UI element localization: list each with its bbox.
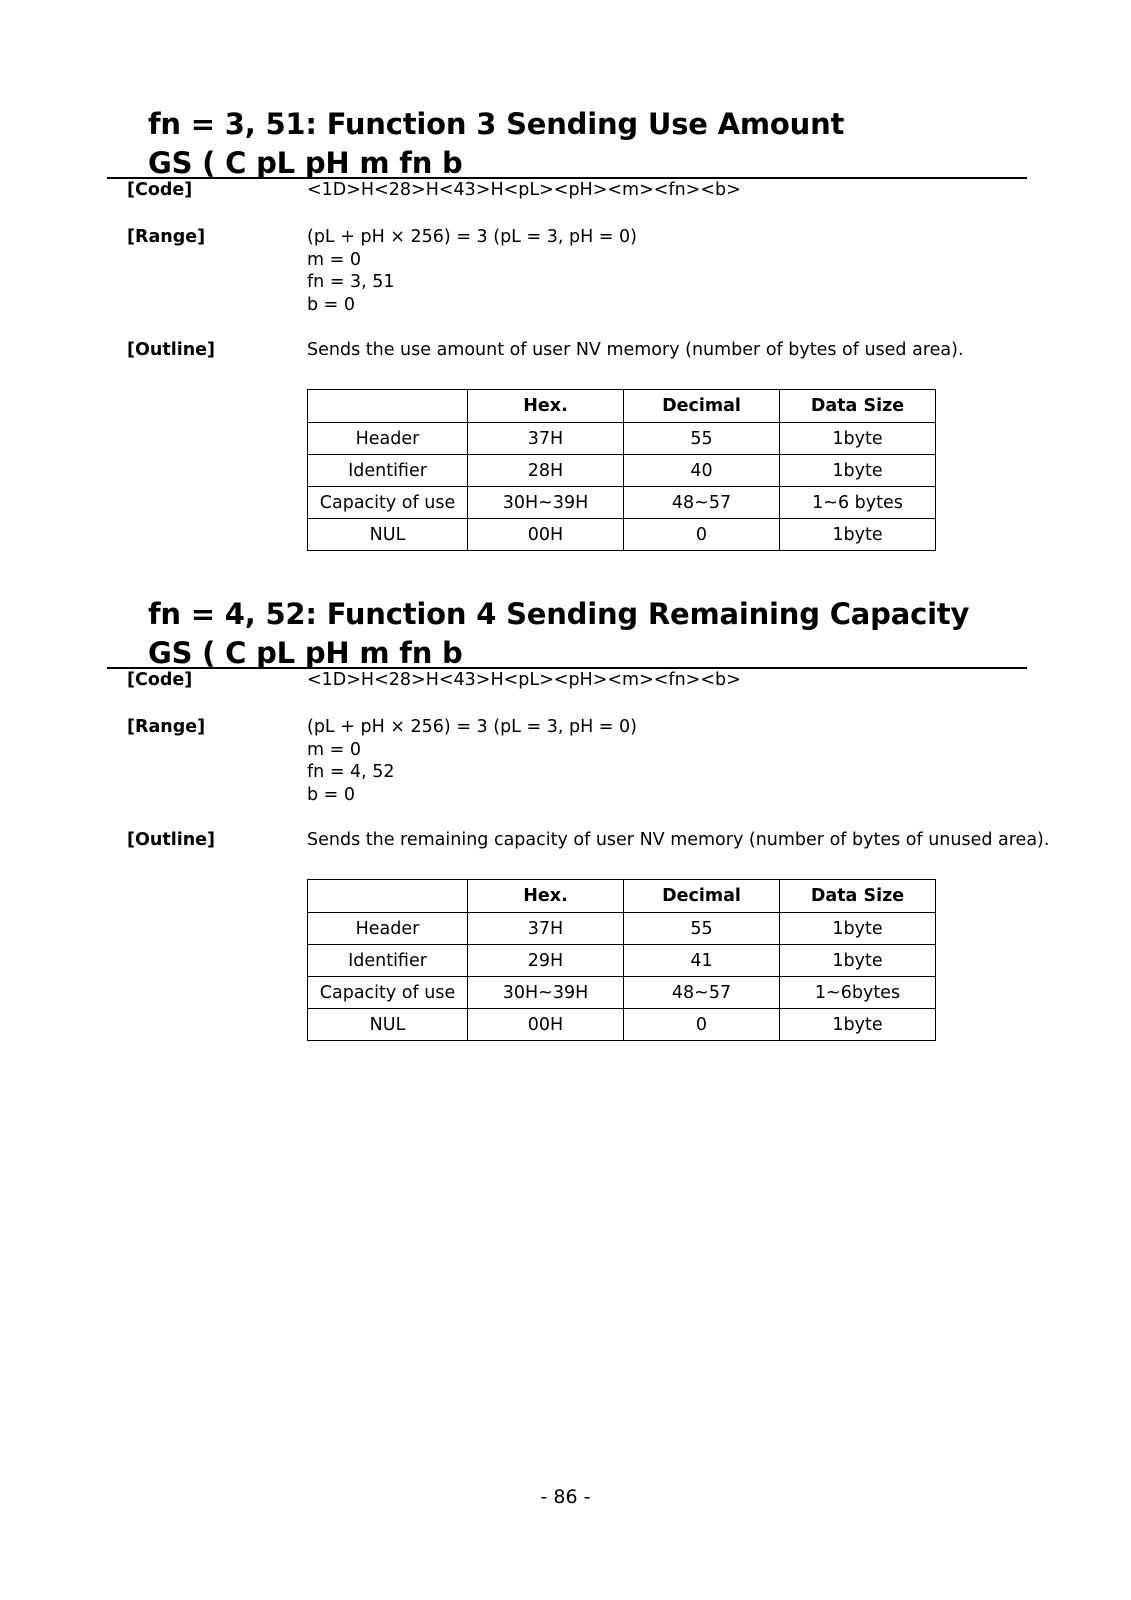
code-value: <1D>H<28>H<43>H<pL><pH><m><fn><b> [307,670,741,690]
table-row [308,1009,936,1041]
table-cell: 30H~39H [468,977,624,1009]
range-line: (pL + pH × 256) = 3 (pL = 3, pH = 0) [307,227,637,247]
range-line: m = 0 [307,249,361,270]
table-cell: Capacity of use [308,487,468,519]
table-cell: Header [308,913,468,945]
table-cell: 28H [468,455,624,487]
table-cell: 1byte [780,913,936,945]
table-cell: 30H~39H [468,487,624,519]
table-cell: Identifier [308,945,468,977]
table-row [308,977,936,1009]
table-cell: 48~57 [624,977,780,1009]
table-header-cell [308,390,468,423]
table-cell: 41 [624,945,780,977]
range-label: [Range] [127,227,206,247]
table-cell: 1byte [780,519,936,551]
table-header-cell: Data Size [780,880,936,913]
table-cell: Identifier [308,455,468,487]
table-cell: 55 [624,423,780,455]
table-cell: 1byte [780,455,936,487]
range-line: b = 0 [307,784,356,805]
table-header-row [308,880,936,913]
table-cell: 40 [624,455,780,487]
table-header-cell: Hex. [468,390,624,423]
range-line: m = 0 [307,739,361,760]
table-row [308,519,936,551]
code-label: [Code] [127,180,193,200]
table-header-cell [308,880,468,913]
table-row [308,945,936,977]
command-syntax: GS ( C pL pH m fn b [148,146,463,180]
table-row [308,913,936,945]
range-line: b = 0 [307,294,356,315]
range-line: (pL + pH × 256) = 3 (pL = 3, pH = 0) [307,717,637,737]
outline-text: Sends the remaining capacity of user NV memory (number of bytes of unused area). [307,830,1050,850]
table-cell: 0 [624,1009,780,1041]
table-cell: 29H [468,945,624,977]
table-cell: 48~57 [624,487,780,519]
code-label: [Code] [127,670,193,690]
table-row [308,423,936,455]
table-cell: 55 [624,913,780,945]
table-cell: 1byte [780,1009,936,1041]
table-header-cell: Hex. [468,880,624,913]
section-title: fn = 3, 51: Function 3 Sending Use Amount [148,107,845,141]
table-cell: Header [308,423,468,455]
table-header-cell: Data Size [780,390,936,423]
outline-label: [Outline] [127,340,216,360]
table-cell: 00H [468,1009,624,1041]
table-cell: 1~6 bytes [780,487,936,519]
response-table [307,879,936,1041]
outline-label: [Outline] [127,830,216,850]
table-header-row [308,390,936,423]
range-line: fn = 3, 51 [307,272,395,292]
table-cell: 1byte [780,423,936,455]
table-cell: 37H [468,913,624,945]
table-cell: 1~6bytes [780,977,936,1009]
outline-text: Sends the use amount of user NV memory (number of bytes of used area). [307,340,964,360]
table-cell: 1byte [780,945,936,977]
command-syntax: GS ( C pL pH m fn b [148,636,463,670]
table-cell: NUL [308,519,468,551]
table-cell: 37H [468,423,624,455]
table-cell: NUL [308,1009,468,1041]
table-row [308,487,936,519]
page-number: - 86 - [540,1486,591,1508]
code-value: <1D>H<28>H<43>H<pL><pH><m><fn><b> [307,180,741,200]
response-table [307,389,936,551]
table-cell: 0 [624,519,780,551]
table-header-cell: Decimal [624,390,780,423]
table-cell: Capacity of use [308,977,468,1009]
table-row [308,455,936,487]
table-header-cell: Decimal [624,880,780,913]
range-line: fn = 4, 52 [307,762,395,782]
table-cell: 00H [468,519,624,551]
section-title: fn = 4, 52: Function 4 Sending Remaining Capacity [148,597,970,631]
range-label: [Range] [127,717,206,737]
